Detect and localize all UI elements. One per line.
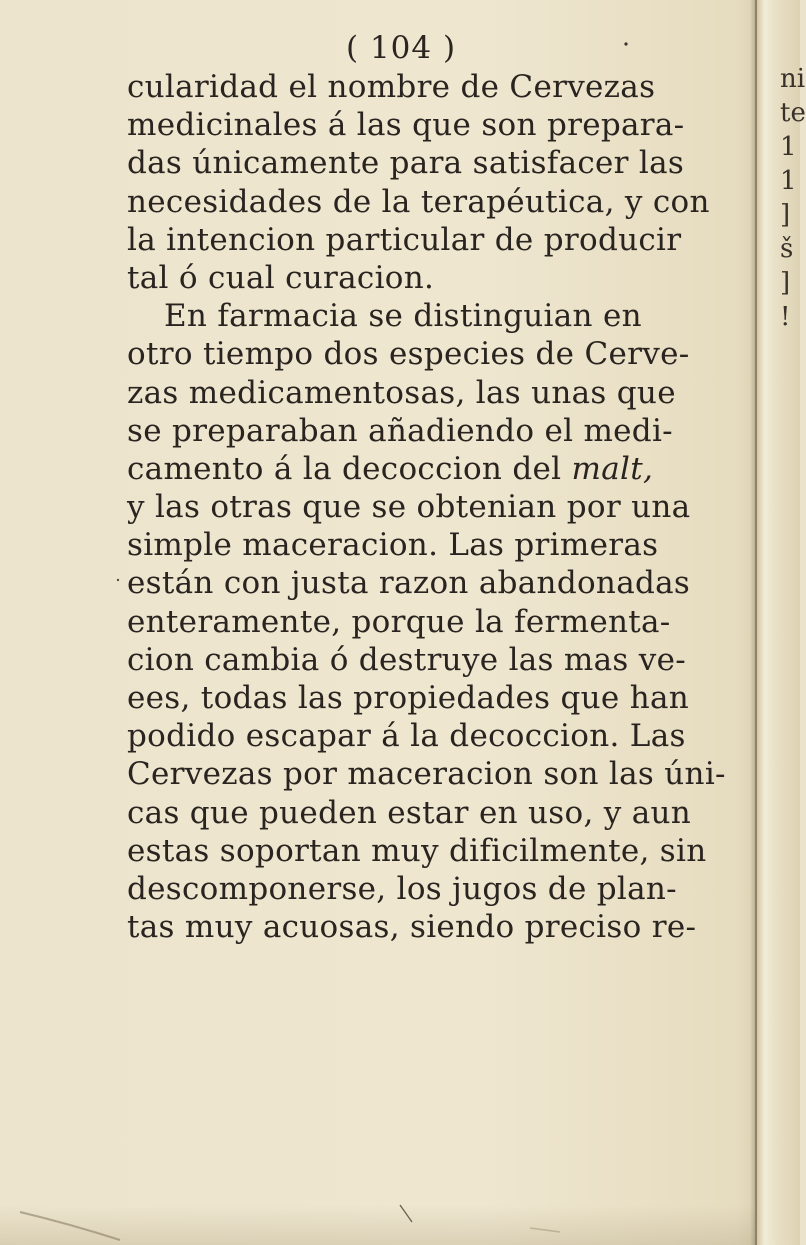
- text-line: otro tiempo dos especies de Cerve-: [127, 336, 690, 373]
- text-line: cion cambia ó destruye las mas ve-: [127, 641, 686, 678]
- text-line: descomponerse, los jugos de plan-: [127, 870, 677, 907]
- text-line: y las otras que se obtenian por una: [127, 489, 691, 526]
- text-line: tal ó cual curacion.: [127, 259, 435, 296]
- text-line: enteramente, porque la fermenta-: [127, 603, 671, 640]
- paragraph-start-line: En farmacia se distinguian en: [164, 298, 642, 335]
- text-line: se preparaban añadiendo el medi-: [127, 412, 673, 449]
- body-text: [127, 68, 727, 946]
- text-line: estas soportan muy dificilmente, sin: [127, 832, 707, 869]
- text-line: das únicamente para satisfacer las: [127, 145, 685, 182]
- text-line: zas medicamentosas, las unas que: [127, 374, 676, 411]
- ink-speck: [117, 579, 119, 581]
- text-line: medicinales á las que son prepara-: [127, 107, 685, 144]
- text-line: ees, todas las propiedades que han: [127, 680, 690, 716]
- paper-stain: [0, 1205, 800, 1245]
- line-text: camento á la decoccion del: [127, 450, 562, 487]
- text-line: cas que pueden estar en uso, y aun: [127, 794, 692, 831]
- text-line: la intencion particular de producir: [127, 221, 682, 258]
- text-line: necesidades de la terapéutica, y con: [127, 183, 710, 220]
- text-line: están con justa razon abandonadas: [127, 565, 691, 602]
- text-line-with-italic: [127, 450, 727, 488]
- text-line: cularidad el nombre de Cervezas: [127, 69, 656, 105]
- text-line: Cervezas por maceracion son las úni-: [127, 756, 726, 793]
- italic-word: malt,: [571, 450, 654, 487]
- text-line: podido escapar á la decoccion. Las: [127, 718, 686, 755]
- text-line: tas muy acuosas, siendo preciso re-: [127, 909, 697, 946]
- text-line: simple maceracion. Las primeras: [127, 527, 659, 564]
- page-number: ( 104 ): [346, 30, 457, 66]
- adjacent-page-edge: [755, 0, 806, 1245]
- adjacent-page-text: ni te 1 1 ] š ] !: [780, 64, 806, 332]
